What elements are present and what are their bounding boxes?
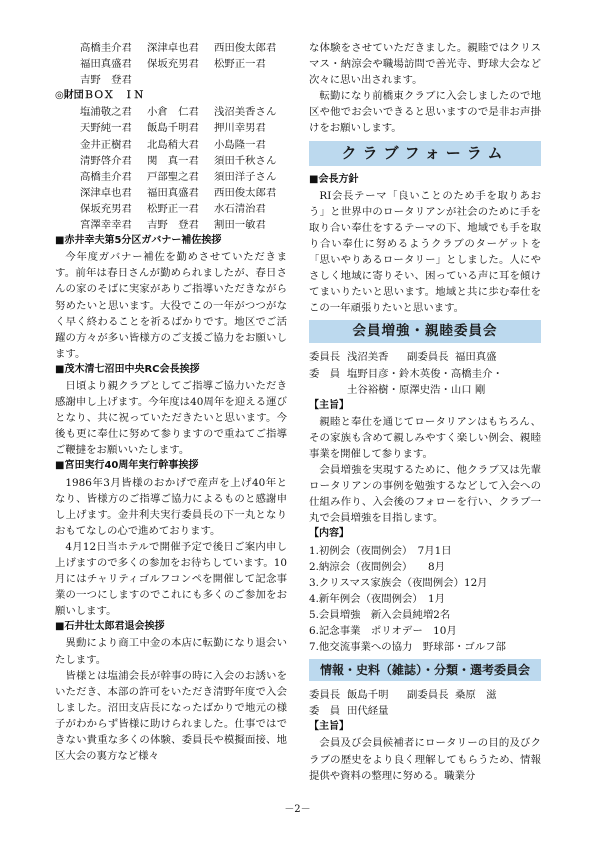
- box-heading: ◎財団ＢＯＸ ＩＮ: [55, 90, 144, 102]
- forum-banner: クラブフォーラム: [309, 141, 541, 166]
- name-row: [55, 185, 287, 201]
- member-field: 委員長: [309, 689, 341, 702]
- content-item: 3.クリスマス家族会（夜間例会）12月: [309, 576, 488, 589]
- member-name: 須田千秋さん: [214, 154, 277, 167]
- content-heading: 【内容】: [309, 528, 349, 540]
- name-row: [55, 137, 287, 153]
- member-name: 戸部聖之君: [147, 170, 199, 183]
- member-name: 西田俊太郎君: [214, 42, 277, 54]
- purpose-paragraph: 会員及び会員候補者にロータリーの目的及びクラブの歴史をより良く理解してもらうため、情報提供や資料の整理に努める。職業分: [309, 737, 541, 782]
- member-name: 水石清治君: [214, 202, 266, 215]
- member-field: 副委員長: [407, 689, 449, 702]
- member-field: 福田真盛: [455, 351, 497, 364]
- member-name: 割田一敏君: [214, 219, 266, 232]
- name-row: [55, 153, 287, 169]
- member-name: 吉野 登君: [147, 219, 199, 232]
- section-heading: ■石井壮太郎君退会挨拶: [55, 621, 165, 633]
- intro-paragraph: 転勤になり前橋東クラブに入会しましたので地区や他でお会いできると思いますので是非お声掛けをお願いします。: [309, 90, 541, 135]
- member-label: 委 員: [309, 367, 341, 380]
- committee-banner: 情報・史料（雑誌）・分類・選考委員会: [309, 659, 541, 681]
- member-name: 高橋圭介君: [80, 42, 132, 54]
- name-row: [55, 169, 287, 185]
- section-paragraph: 日頃より親クラブとしてご指導ご協力いただき感謝申し上げます。今年度は40周年を迎える運びとなり、共に祝っていただきたいと思います。今後も更に奉仕に努めて参りますので重ねてご指導ご鞭撻をお願いいたします。: [55, 379, 287, 457]
- member-field: 桑原 滋: [455, 689, 497, 702]
- member-name: 小倉 仁君: [147, 106, 199, 119]
- section-heading: ■宮田実行40周年実行幹事挨拶: [55, 460, 199, 472]
- committee-members-line: 土谷裕樹・原澤史浩・山口 剛: [347, 383, 486, 396]
- member-names: 田代経量: [347, 705, 389, 718]
- member-name: 小島隆一君: [214, 138, 266, 151]
- section-paragraph: 皆様とは塩浦会長が幹事の時に入会のお誘いをいただき、本部の許可をいただき清野年度で入会しました。沼田支店長になったばかりで地元の様子がわからず皆様に助けられました。仕事ではできない貴重な多くの体験、委員長や模擬面接、地区大会の裏方など様々: [55, 669, 287, 763]
- member-name: 保坂充男君: [147, 58, 199, 71]
- member-name: 北島稍大君: [147, 138, 199, 151]
- purpose-paragraph: 会員増強を実現するために、他クラブ又は先輩ロータリアンの事例を勉強するなどして入会への仕組み作り、入会後のフォローを行い、クラブ一丸で会員増強を目指します。: [309, 464, 541, 525]
- content-item: 4.新年例会（夜間例会） 1月: [309, 592, 446, 605]
- committee-banner: 会員増強・親睦委員会: [309, 320, 541, 343]
- content-item: 6.記念事業 ポリオデー 10月: [309, 625, 457, 637]
- name-row: [55, 104, 287, 120]
- member-name: 吉野 登君: [80, 74, 132, 87]
- member-name: 西田俊太郎君: [214, 186, 277, 199]
- member-name: 押川幸男君: [214, 122, 266, 135]
- committee-members-line: [309, 349, 541, 365]
- committee-members-line: [309, 687, 541, 703]
- member-name: 松野正一君: [147, 202, 199, 215]
- section-paragraph: 1986年3月皆様のおかげで産声を上げ40年となり、皆様方のご指導ご協力によるものと感謝申し上げます。金井利夫実行委員長の下一丸となりおもてなしの心で進めております。: [55, 476, 287, 537]
- content-item: 2.納涼会（夜間例会） 8月: [309, 560, 446, 573]
- member-name: 浅沼美香さん: [214, 106, 277, 119]
- member-name: 関 真一君: [147, 154, 199, 167]
- content-item: 1.初例会（夜間例会） 7月1日: [309, 544, 452, 557]
- section-heading: ■茂木清七沼田中央RC会長挨拶: [55, 363, 200, 375]
- member-field: 飯島千明: [347, 689, 389, 702]
- name-row: [55, 217, 287, 233]
- member-name: 飯島千明君: [147, 122, 199, 135]
- member-name: 高橋圭介君: [80, 170, 132, 183]
- purpose-paragraph: 親睦と奉仕を通じてロータリアンはもちろん、その家族も含めて親しみやすく楽しい例会、親睦事業を開催して参ります。: [309, 415, 541, 460]
- member-field: 副委員長: [407, 351, 449, 364]
- section-paragraph: 4月12日当ホテルで開催予定で後日ご案内申し上げますので多くの参加をお待ちしています。10月にはチャリティゴルフコンペを開催して記念事業の一つにしますのでこれにも多くのご参加をお願いします。: [55, 540, 287, 618]
- member-name: 福田真盛君: [147, 186, 199, 199]
- policy-paragraph: RI会長テーマ「良いことのため手を取りあおう」と世界中のロータリアンが社会のために手を取り合い奉仕をするテーマの下、地域でも手を取り合い奉仕に努めるようクラブのターゲットを「思いやりあるロータリー」としました。人にやさしく地域に寄りそい、困っている声に耳を傾けてまいりたいと思います。地域と共に歩む奉仕をこの一年頑張りたいと思います。: [309, 189, 541, 315]
- member-field: 委員長: [309, 351, 341, 364]
- member-name: 深津卓也君: [80, 186, 132, 199]
- committee-members-line: [309, 366, 541, 382]
- name-row: [55, 120, 287, 136]
- name-row: [55, 56, 287, 72]
- left-column: [55, 40, 287, 764]
- section-paragraph: 異動により商工中金の本店に転勤になり退会いたします。: [55, 637, 287, 666]
- member-name: 清野啓介君: [80, 154, 132, 167]
- page-number: －2－: [284, 804, 311, 815]
- purpose-heading: 【主旨】: [309, 721, 349, 733]
- content-item: 5.会員増強 新入会員純増2名: [309, 608, 451, 621]
- content-item: 7.他交流事業への協力 野球部・ゴルフ部: [309, 641, 506, 654]
- intro-paragraph: な体験をさせていただきました。親睦ではクリスマス・納涼会や職場訪問で善光寺、野球大会など次々に思い出されます。: [309, 42, 541, 87]
- name-row: [55, 40, 287, 56]
- member-name: 福田真盛君: [80, 58, 132, 71]
- policy-heading: ■会長方針: [309, 173, 359, 185]
- member-label: 委 員: [309, 705, 341, 718]
- committee-members-line: [309, 703, 541, 719]
- name-row: [55, 72, 287, 88]
- member-name: 金井正樹君: [80, 138, 132, 151]
- name-row: [55, 201, 287, 217]
- member-name: 保坂充男君: [80, 202, 132, 215]
- member-name: 宮澤幸幸君: [80, 219, 132, 232]
- member-names: 塩野目彦・鈴木英俊・高橋圭介・: [347, 367, 503, 380]
- member-name: 須田洋子さん: [214, 170, 277, 183]
- member-name: 天野純一君: [80, 122, 132, 135]
- section-paragraph: 今年度ガバナー補佐を勤めさせていただきます。前年は春日さんが勤められましたが、春日さんの家のそばに実家がありご指導いただきながら努めたいと思います。大役でこの一年がつつがなく早く終わることを祈るばかりです。地区でご活躍の方々が多い皆様方のご支援ご協力をお願いします。: [55, 251, 287, 360]
- section-heading: ■赤井幸夫第5分区ガバナー補佐挨拶: [55, 235, 222, 247]
- member-name: 松野正一君: [214, 58, 266, 71]
- member-field: 浅沼美香: [347, 351, 389, 364]
- purpose-heading: 【主旨】: [309, 399, 349, 411]
- member-name: 深津卓也君: [147, 42, 199, 54]
- member-name: 塩浦敬之君: [80, 106, 132, 119]
- right-column: [309, 40, 541, 784]
